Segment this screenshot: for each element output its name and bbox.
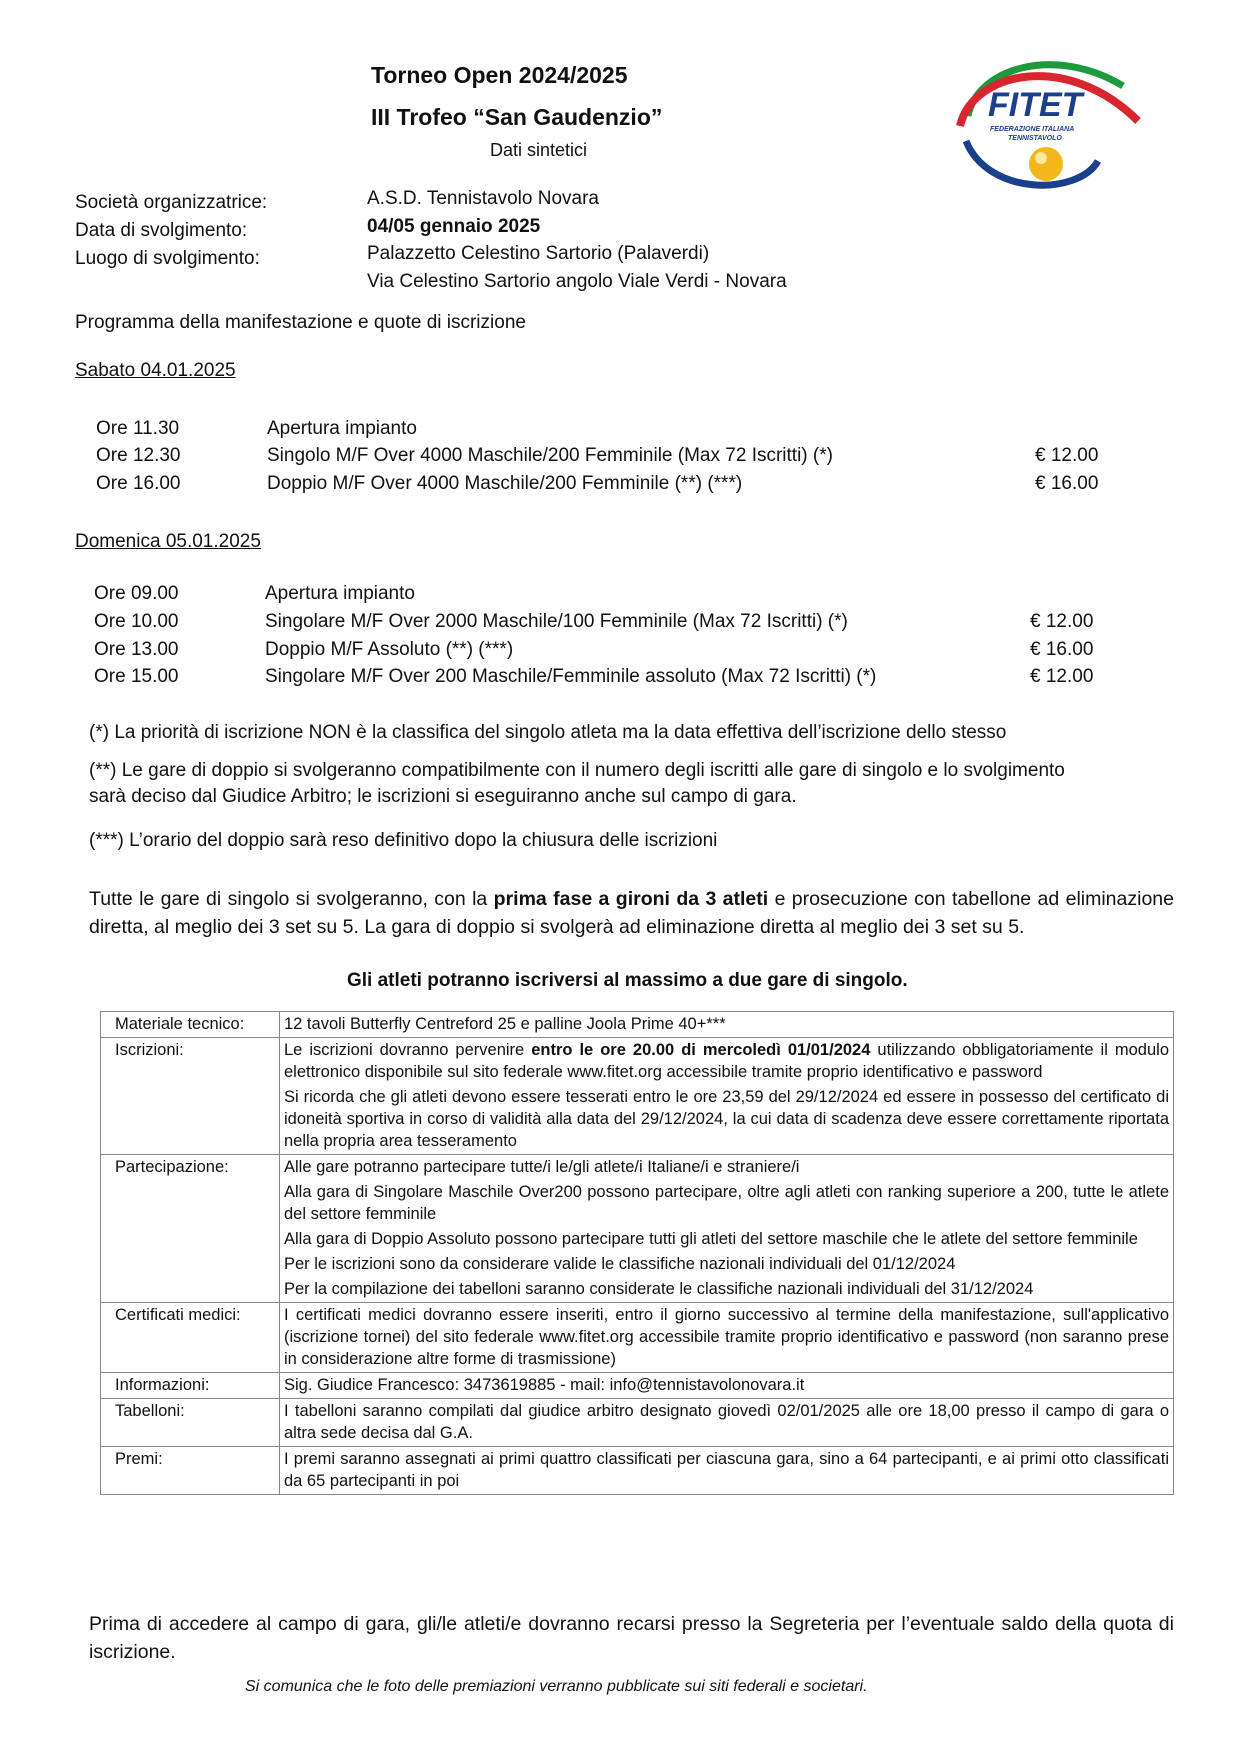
- event-time: Ore 12.30: [96, 445, 181, 466]
- event-fee: € 16.00: [1035, 473, 1099, 494]
- place-value-2: Via Celestino Sartorio angolo Viale Verdi - Novara: [367, 271, 787, 292]
- event-desc: Apertura impianto: [267, 418, 417, 439]
- table-key: Materiale tecnico:: [101, 1012, 280, 1038]
- logo-line2: TENNISTAVOLO: [1008, 135, 1062, 142]
- table-key: Premi:: [101, 1447, 280, 1495]
- informazioni-text: Sig. Giudice Francesco: 3473619885 - mail: info@tennistavolonovara.it: [284, 1376, 805, 1394]
- table-row: [101, 1155, 1174, 1303]
- organizer-label: Società organizzatrice:: [75, 192, 268, 213]
- table-value: [280, 1373, 1174, 1399]
- table-row: [101, 1373, 1174, 1399]
- event-desc: Singolo M/F Over 4000 Maschile/200 Femminile (Max 72 Iscritti) (*): [267, 445, 833, 466]
- table-row: [101, 1012, 1174, 1038]
- event-time: Ore 15.00: [94, 666, 179, 687]
- format-paragraph: [89, 885, 1174, 941]
- partecipazione-p5: Per la compilazione dei tabelloni saranno considerate le classifiche nazionali individuali del 31/12/2024: [284, 1280, 1034, 1298]
- partecipazione-p1: Alle gare potranno partecipare tutte/i le/gli atlete/i Italiane/i e straniere/i: [284, 1158, 800, 1176]
- partecipazione-p4: Per le iscrizioni sono da considerare valide le classifiche nazionali individuali del 01/12/2024: [284, 1255, 956, 1273]
- event-desc: Doppio M/F Assoluto (**) (***): [265, 639, 514, 660]
- note-single-priority: (*) La priorità di iscrizione NON è la classifica del singolo atleta ma la data effettiva dell’iscrizione dello stesso: [89, 722, 1007, 743]
- max-entries-note: Gli atleti potranno iscriversi al massimo a due gare di singolo.: [347, 970, 908, 991]
- iscrizioni-p1-a: Le iscrizioni dovranno pervenire: [284, 1041, 532, 1059]
- format-text-1: Tutte le gare di singolo si svolgeranno, con la: [89, 888, 494, 910]
- title-tournament: Torneo Open 2024/2025: [371, 62, 628, 88]
- table-key: Certificati medici:: [101, 1303, 280, 1373]
- logo-wordmark: FITET: [988, 86, 1083, 124]
- event-fee: € 16.00: [1030, 639, 1094, 660]
- iscrizioni-deadline: entro le ore 20.00 di mercoledì 01/01/2024: [531, 1041, 871, 1059]
- table-value: [280, 1012, 1174, 1038]
- premi-text: I premi saranno assegnati ai primi quattro classificati per ciascuna gara, sino a 64 partecipanti, e ai primi otto classificati da 65 partecipanti in poi: [284, 1450, 1169, 1490]
- date-value: 04/05 gennaio 2025: [367, 216, 541, 237]
- place-value-1: Palazzetto Celestino Sartorio (Palaverdi): [367, 243, 710, 264]
- program-title: Programma della manifestazione e quote di iscrizione: [75, 312, 526, 333]
- event-time: Ore 13.00: [94, 639, 179, 660]
- logo-ball: [1029, 147, 1063, 181]
- logo-ball-highlight: [1035, 152, 1047, 164]
- table-value: [280, 1155, 1174, 1303]
- table-value: [280, 1038, 1174, 1155]
- table-key: Iscrizioni:: [101, 1038, 280, 1155]
- table-key: Informazioni:: [101, 1373, 280, 1399]
- event-desc: Apertura impianto: [265, 583, 415, 604]
- table-row: [101, 1399, 1174, 1447]
- format-text-2: e prosecuzione con tabellone ad eliminazione diretta, al meglio dei 3 set su 5. La gara di doppio si svolgerà ad eliminazione diretta al meglio dei 3 set su 5.: [89, 888, 1174, 938]
- table-row: [101, 1038, 1174, 1155]
- event-time: Ore 16.00: [96, 473, 181, 494]
- fitet-logo-graphic: [948, 46, 1148, 196]
- materiale-text: 12 tavoli Butterfly Centreford 25 e palline Joola Prime 40+***: [284, 1015, 726, 1033]
- note-doubles-time: (***) L’orario del doppio sarà reso definitivo dopo la chiusura delle iscrizioni: [89, 830, 718, 851]
- organizer-value: A.S.D. Tennistavolo Novara: [367, 188, 599, 209]
- logo-line1: FEDERAZIONE ITALIANA: [990, 126, 1075, 133]
- format-bold: prima fase a gironi da 3 atleti: [493, 888, 769, 910]
- iscrizioni-p1: [284, 1039, 1169, 1083]
- day-saturday-label: Sabato 04.01.2025: [75, 360, 236, 381]
- tabelloni-text: I tabelloni saranno compilati dal giudice arbitro designato giovedì 02/01/2025 alle ore 18,00 presso il campo di gara o altra sede decisa dal G.A.: [284, 1402, 1169, 1442]
- event-fee: € 12.00: [1035, 445, 1099, 466]
- partecipazione-p3: Alla gara di Doppio Assoluto possono partecipare tutti gli atleti del settore maschile che le atlete del settore femminile: [284, 1230, 1138, 1248]
- iscrizioni-p1-b: utilizzando obbligatoriamente il modulo elettronico disponibile sul sito federale www.fitet.org accessibile tramite proprio identificativo e password: [284, 1041, 1169, 1081]
- event-desc: Singolare M/F Over 2000 Maschile/100 Femminile (Max 72 Iscritti) (*): [265, 611, 848, 632]
- place-label: Luogo di svolgimento:: [75, 248, 260, 269]
- event-desc: Singolare M/F Over 200 Maschile/Femminile assoluto (Max 72 Iscritti) (*): [265, 666, 877, 687]
- footer-note: Si comunica che le foto delle premiazioni verranno pubblicate sui siti federali e societari.: [245, 1678, 868, 1695]
- event-time: Ore 09.00: [94, 583, 179, 604]
- event-fee: € 12.00: [1030, 666, 1094, 687]
- iscrizioni-p2: Si ricorda che gli atleti devono essere tesserati entro le ore 23,59 del 29/12/2024 ed essere in possesso del certificato di idoneità sportiva in corso di validità alla data del 29/12/2024, la cui data di scadenza deve essere correttamente riportata nella propria area tesseramento: [284, 1088, 1169, 1150]
- table-key: Tabelloni:: [101, 1399, 280, 1447]
- date-label: Data di svolgimento:: [75, 220, 248, 241]
- table-row: [101, 1447, 1174, 1495]
- event-desc: Doppio M/F Over 4000 Maschile/200 Femminile (**) (***): [267, 473, 743, 494]
- fitet-logo: [948, 46, 1148, 196]
- note-doubles: (**) Le gare di doppio si svolgeranno compatibilmente con il numero degli iscritti alle gare di singolo e lo svolgimento sarà deciso dal Giudice Arbitro; le iscrizioni si eseguiranno anche sul campo di gara.: [89, 760, 1065, 807]
- table-key: Partecipazione:: [101, 1155, 280, 1303]
- partecipazione-p2: Alla gara di Singolare Maschile Over200 possono partecipare, oltre agli atleti con ranking superiore a 200, tutte le atlete del settore femminile: [284, 1183, 1169, 1223]
- table-value: [280, 1447, 1174, 1495]
- event-fee: € 12.00: [1030, 611, 1094, 632]
- subtitle: Dati sintetici: [490, 140, 588, 160]
- certificati-text: I certificati medici dovranno essere inseriti, entro il giorno successivo al termine della manifestazione, sull'applicativo (iscrizione tornei) del sito federale www.fitet.org accessibile tramite proprio identificativo e password (non saranno prese in considerazione altre forme di trasmissione): [284, 1306, 1169, 1368]
- event-time: Ore 10.00: [94, 611, 179, 632]
- table-row: [101, 1303, 1174, 1373]
- title-trophy: III Trofeo “San Gaudenzio”: [371, 104, 663, 130]
- info-table: [100, 1011, 1174, 1495]
- day-sunday-label: Domenica 05.01.2025: [75, 531, 261, 552]
- table-value: [280, 1303, 1174, 1373]
- table-value: [280, 1399, 1174, 1447]
- event-time: Ore 11.30: [96, 418, 180, 439]
- closing-paragraph: Prima di accedere al campo di gara, gli/le atleti/e dovranno recarsi presso la Segreteria per l’eventuale saldo della quota di iscrizione.: [89, 1613, 1174, 1663]
